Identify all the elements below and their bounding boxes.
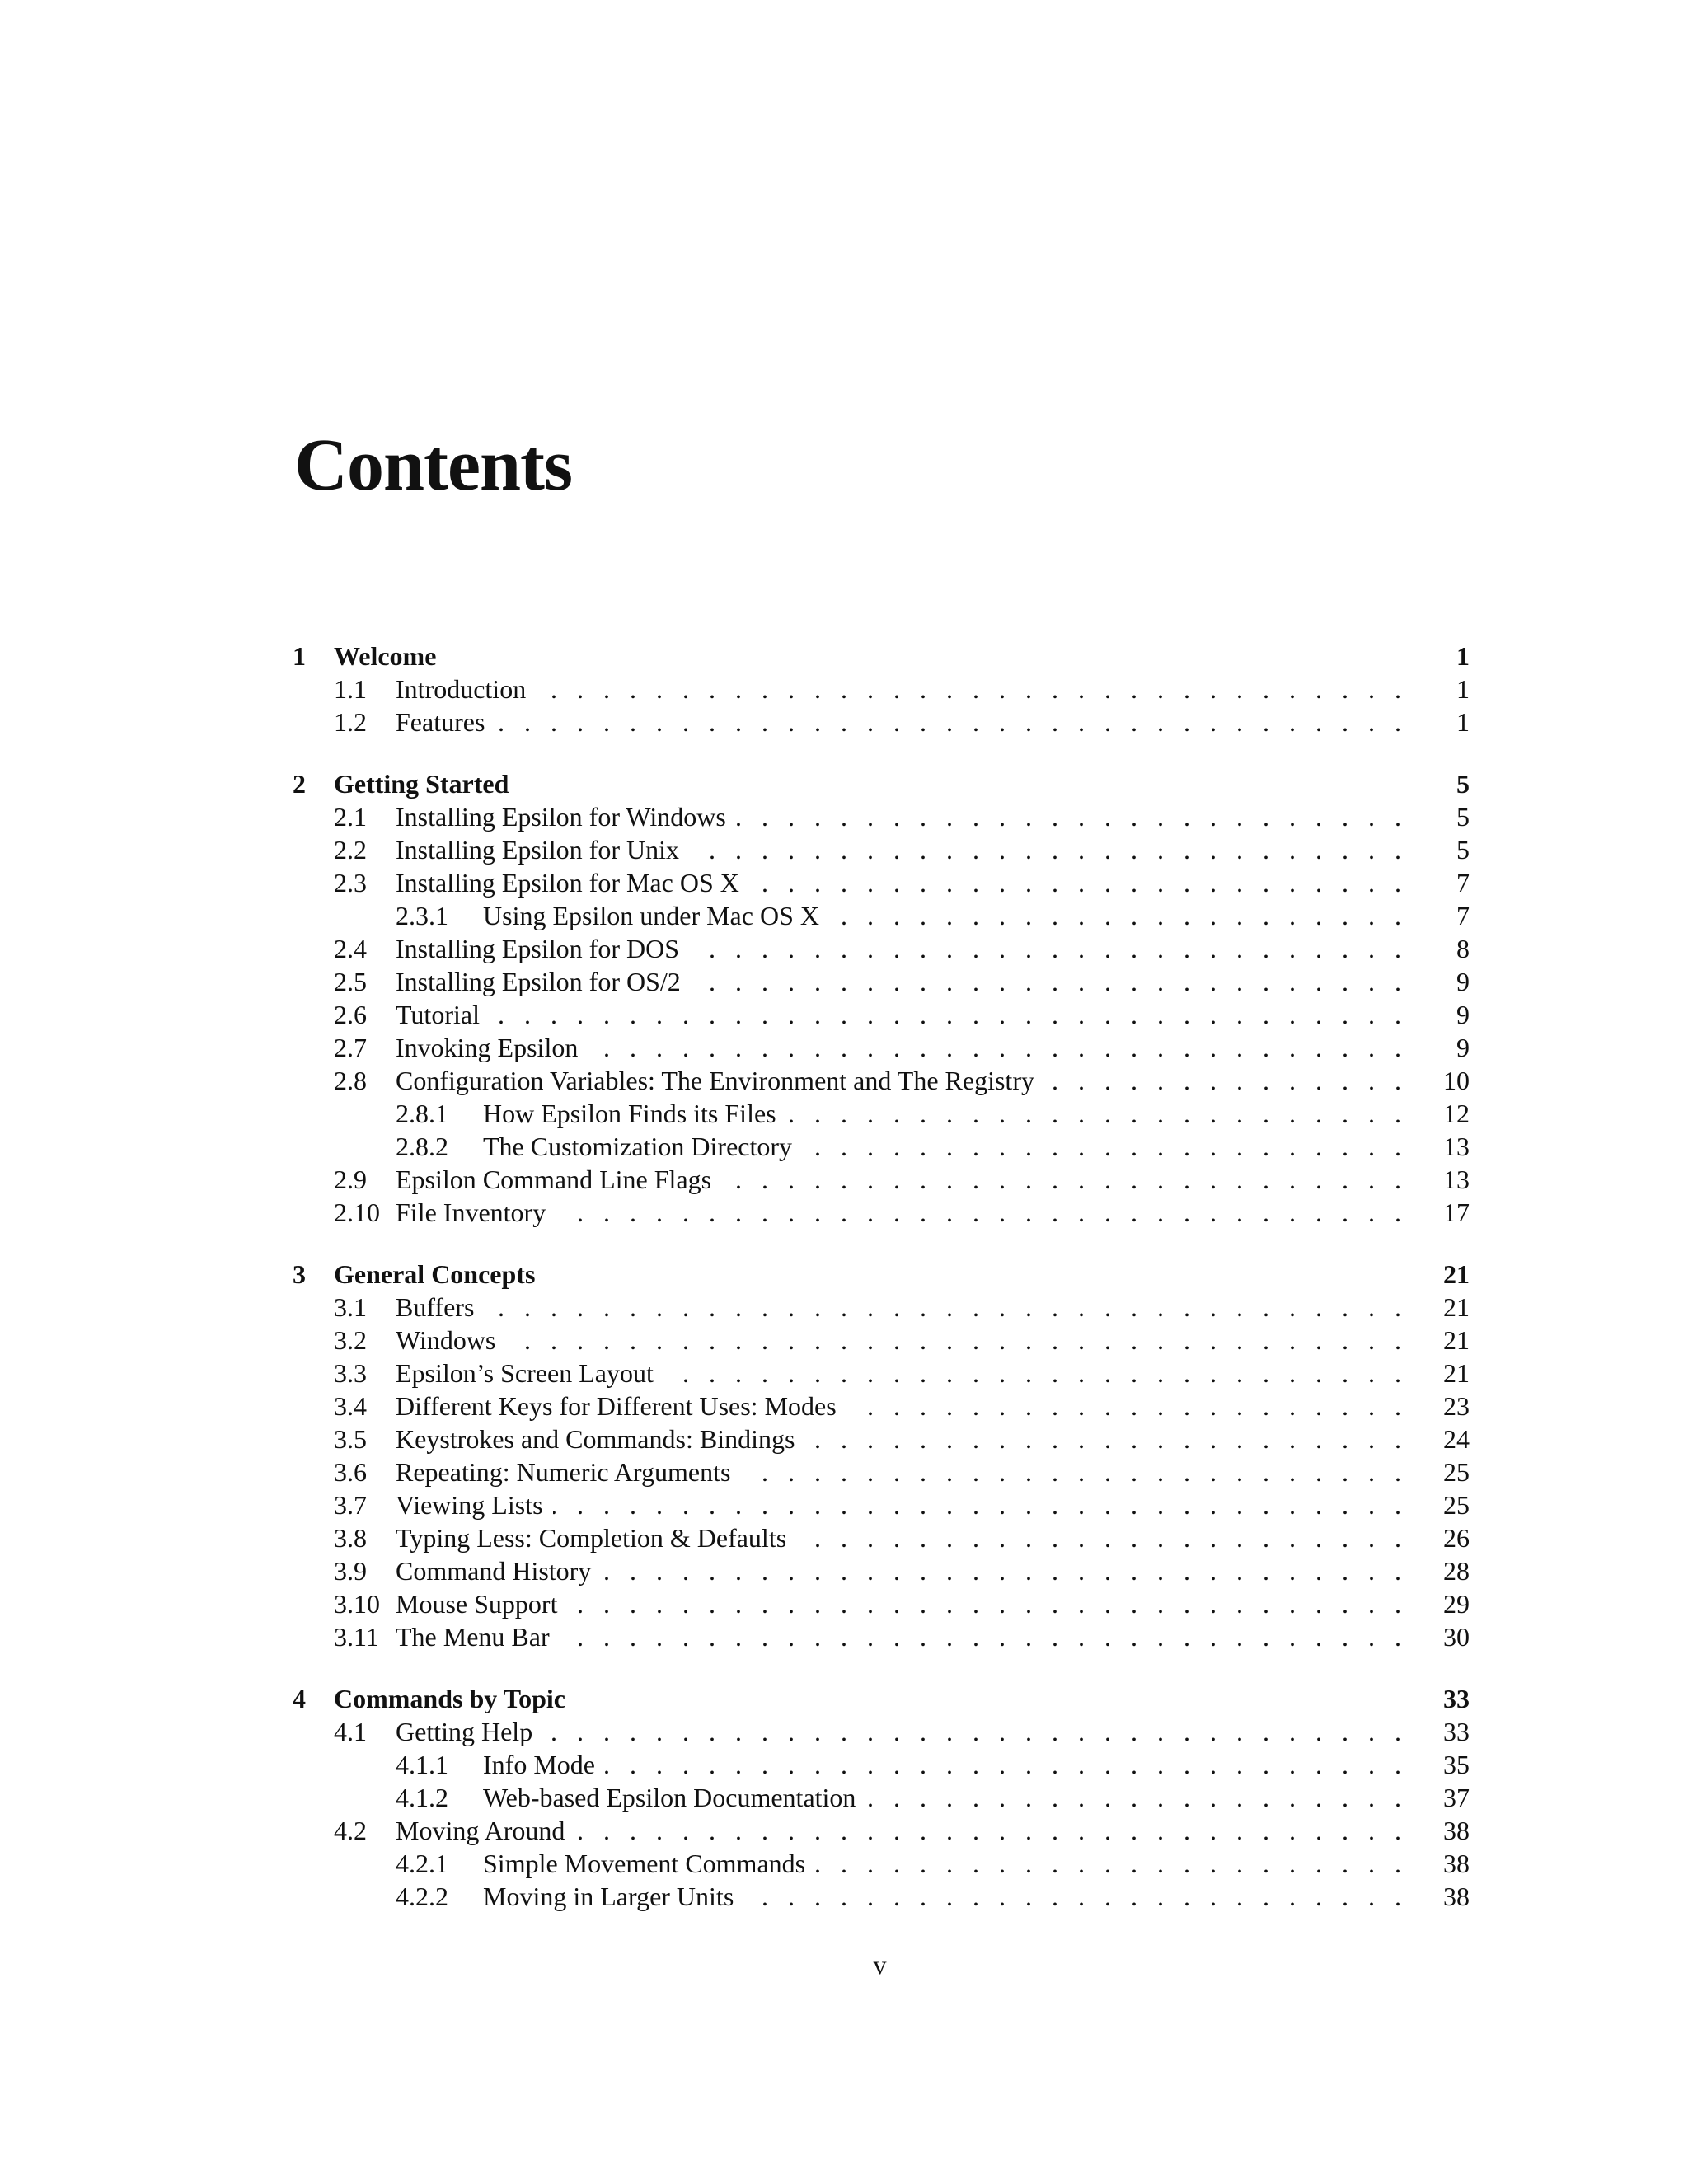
entry-number: 2.2 [334,835,367,865]
entry-title: Tutorial [396,998,490,1031]
page-title: Contents [294,424,573,506]
toc-entry-installing-windows[interactable] [293,800,1470,833]
chapter-title: General Concepts [334,1258,545,1291]
entry-page: 24 [1443,1424,1470,1454]
toc-subentry-using-macosx[interactable] [293,899,1470,932]
toc-entry-features[interactable] [293,705,1470,738]
entry-number: 2.4 [334,934,367,963]
entry-title: How Epsilon Finds its Files [483,1097,786,1130]
entry-page: 9 [1456,1000,1470,1029]
entry-number: 2.1 [334,802,367,832]
dot-leader [721,1163,1408,1196]
toc-subentry-larger-units[interactable] [293,1880,1470,1913]
entry-page: 25 [1443,1457,1470,1487]
entry-title: Using Epsilon under Mac OS X [483,899,829,932]
entry-title: Moving Around [396,1814,574,1847]
toc-entry-bindings[interactable] [293,1422,1470,1455]
toc-subentry-customization-directory[interactable] [293,1130,1470,1163]
entry-page: 12 [1443,1099,1470,1128]
chapter-number: 3 [293,1259,306,1289]
entry-page: 28 [1443,1556,1470,1586]
entry-number: 3.9 [334,1556,367,1586]
entry-number: 3.10 [334,1589,380,1619]
entry-title: Installing Epsilon for Mac OS X [396,866,749,899]
dot-leader [601,1554,1408,1587]
dot-leader [567,1587,1408,1620]
dot-leader [689,932,1408,965]
chapter-page: 5 [1456,769,1470,799]
toc-subentry-finds-files[interactable] [293,1097,1470,1130]
entry-number: 2.9 [334,1165,367,1194]
entry-title: Introduction [396,673,536,705]
entry-number: 2.8.2 [396,1132,448,1161]
entry-title: Installing Epsilon for DOS [396,932,689,965]
chapter-page: 33 [1443,1684,1470,1713]
chapter-page: 1 [1456,641,1470,671]
entry-number: 4.2.2 [396,1882,448,1911]
entry-title: The Menu Bar [396,1620,560,1653]
entry-title: Epsilon’s Screen Layout [396,1357,663,1390]
entry-number: 4.1.1 [396,1750,448,1779]
entry-title: Buffers [396,1291,484,1324]
toc-chapter-general-concepts[interactable] [293,1258,1470,1291]
entry-page: 33 [1443,1717,1470,1746]
entry-title: Configuration Variables: The Environment and The Registry [396,1064,1044,1097]
entry-page: 25 [1443,1490,1470,1520]
entry-page: 38 [1443,1882,1470,1911]
entry-number: 4.1.2 [396,1783,448,1812]
entry-number: 2.10 [334,1197,380,1227]
entry-title: File Inventory [396,1196,556,1229]
entry-page: 26 [1443,1523,1470,1553]
dot-leader [815,1847,1408,1880]
entry-title: Keystrokes and Commands: Bindings [396,1422,804,1455]
entry-number: 3.6 [334,1457,367,1487]
entry-title: Typing Less: Completion & Defaults [396,1521,796,1554]
entry-title: Getting Help [396,1715,542,1748]
dot-leader [749,866,1408,899]
toc-entry-viewing-lists[interactable] [293,1488,1470,1521]
toc-entry-windows[interactable] [293,1324,1470,1357]
toc-entry-command-line-flags[interactable] [293,1163,1470,1196]
dot-leader [505,1324,1408,1357]
toc-entry-buffers[interactable] [293,1291,1470,1324]
dot-leader [689,833,1408,866]
dot-leader [786,1097,1408,1130]
entry-number: 4.2 [334,1816,367,1845]
entry-page: 7 [1456,901,1470,930]
dot-leader [588,1031,1408,1064]
toc-entry-configuration-variables[interactable] [293,1064,1470,1097]
entry-number: 4.2.1 [396,1849,448,1878]
dot-leader [736,800,1408,833]
toc-entry-getting-help[interactable] [293,1715,1470,1748]
chapter-number: 2 [293,769,306,799]
toc-entry-installing-unix[interactable] [293,833,1470,866]
entry-title: The Customization Directory [483,1130,802,1163]
toc-entry-screen-layout[interactable] [293,1357,1470,1390]
dot-leader [740,1455,1408,1488]
chapter-number: 1 [293,641,306,671]
entry-title: Simple Movement Commands [483,1847,815,1880]
entry-title: Epsilon Command Line Flags [396,1163,721,1196]
chapter-title: Getting Started [334,767,518,800]
toc-entry-installing-macosx[interactable] [293,866,1470,899]
entry-page: 37 [1443,1783,1470,1812]
entry-number: 2.7 [334,1033,367,1062]
toc-entry-introduction[interactable] [293,673,1470,705]
dot-leader [796,1521,1408,1554]
entry-page: 21 [1443,1358,1470,1388]
entry-page: 29 [1443,1589,1470,1619]
entry-number: 2.8 [334,1066,367,1095]
entry-page: 21 [1443,1292,1470,1322]
entry-page: 30 [1443,1622,1470,1652]
dot-leader [542,1715,1408,1748]
entry-title: Viewing Lists [396,1488,553,1521]
dot-leader [536,673,1408,705]
dot-leader [743,1880,1408,1913]
entry-page: 1 [1456,707,1470,737]
chapter-title: Welcome [334,640,446,673]
dot-leader [495,705,1408,738]
entry-number: 3.1 [334,1292,367,1322]
dot-leader [553,1488,1408,1521]
entry-title: Windows [396,1324,505,1357]
toc-chapter-commands-by-topic[interactable] [293,1682,1470,1715]
dot-leader [556,1196,1408,1229]
entry-title: Installing Epsilon for Unix [396,833,689,866]
toc-entry-invoking-epsilon[interactable] [293,1031,1470,1064]
toc-subentry-info-mode[interactable] [293,1748,1470,1781]
toc-entry-modes[interactable] [293,1390,1470,1422]
chapter-page: 21 [1443,1259,1470,1289]
toc-entry-tutorial[interactable] [293,998,1470,1031]
dot-leader [829,899,1408,932]
entry-title: Invoking Epsilon [396,1031,588,1064]
entry-number: 3.3 [334,1358,367,1388]
toc-subentry-web-documentation[interactable] [293,1781,1470,1814]
entry-title: Repeating: Numeric Arguments [396,1455,740,1488]
entry-number: 2.5 [334,967,367,996]
dot-leader [560,1620,1408,1653]
chapter-number: 4 [293,1684,306,1713]
toc-chapter-welcome[interactable] [293,640,1470,673]
toc-subentry-simple-movement[interactable] [293,1847,1470,1880]
dot-leader [846,1390,1408,1422]
dot-leader [663,1357,1408,1390]
entry-number: 2.3 [334,868,367,898]
entry-page: 5 [1456,802,1470,832]
entry-page: 17 [1443,1197,1470,1227]
entry-title: Command History [396,1554,601,1587]
page-number: v [873,1950,887,1980]
entry-page: 13 [1443,1132,1470,1161]
toc-entry-numeric-arguments[interactable] [293,1455,1470,1488]
dot-leader [574,1814,1408,1847]
entry-page: 9 [1456,1033,1470,1062]
entry-number: 4.1 [334,1717,367,1746]
entry-page: 13 [1443,1165,1470,1194]
entry-number: 3.5 [334,1424,367,1454]
chapter-title: Commands by Topic [334,1682,575,1715]
toc-entry-moving-around[interactable] [293,1814,1470,1847]
entry-title: Installing Epsilon for Windows [396,800,736,833]
entry-title: Mouse Support [396,1587,567,1620]
entry-number: 1.2 [334,707,367,737]
entry-page: 7 [1456,868,1470,898]
dot-leader [691,965,1408,998]
dot-leader [605,1748,1408,1781]
entry-title: Info Mode [483,1748,605,1781]
entry-page: 21 [1443,1325,1470,1355]
table-of-contents [293,640,1470,1913]
entry-number: 3.2 [334,1325,367,1355]
dot-leader [490,998,1408,1031]
dot-leader [865,1781,1408,1814]
toc-entry-installing-os2[interactable] [293,965,1470,998]
entry-number: 3.4 [334,1391,367,1421]
entry-number: 2.8.1 [396,1099,448,1128]
entry-number: 3.11 [334,1622,379,1652]
entry-page: 8 [1456,934,1470,963]
entry-number: 1.1 [334,674,367,704]
toc-entry-completion-defaults[interactable] [293,1521,1470,1554]
entry-page: 1 [1456,674,1470,704]
dot-leader [484,1291,1408,1324]
entry-page: 35 [1443,1750,1470,1779]
entry-title: Different Keys for Different Uses: Modes [396,1390,846,1422]
entry-number: 3.7 [334,1490,367,1520]
entry-page: 10 [1443,1066,1470,1095]
entry-page: 38 [1443,1849,1470,1878]
toc-chapter-getting-started[interactable] [293,767,1470,800]
toc-entry-file-inventory[interactable] [293,1196,1470,1229]
entry-title: Installing Epsilon for OS/2 [396,965,691,998]
entry-title: Moving in Larger Units [483,1880,743,1913]
toc-entry-installing-dos[interactable] [293,932,1470,965]
entry-number: 2.3.1 [396,901,448,930]
entry-page: 23 [1443,1391,1470,1421]
dot-leader [804,1422,1408,1455]
toc-entry-command-history[interactable] [293,1554,1470,1587]
entry-page: 5 [1456,835,1470,865]
dot-leader [802,1130,1408,1163]
toc-entry-mouse-support[interactable] [293,1587,1470,1620]
entry-number: 3.8 [334,1523,367,1553]
entry-number: 2.6 [334,1000,367,1029]
entry-title: Web-based Epsilon Documentation [483,1781,865,1814]
entry-page: 38 [1443,1816,1470,1845]
toc-entry-menu-bar[interactable] [293,1620,1470,1653]
dot-leader [1044,1064,1408,1097]
entry-page: 9 [1456,967,1470,996]
entry-title: Features [396,705,495,738]
